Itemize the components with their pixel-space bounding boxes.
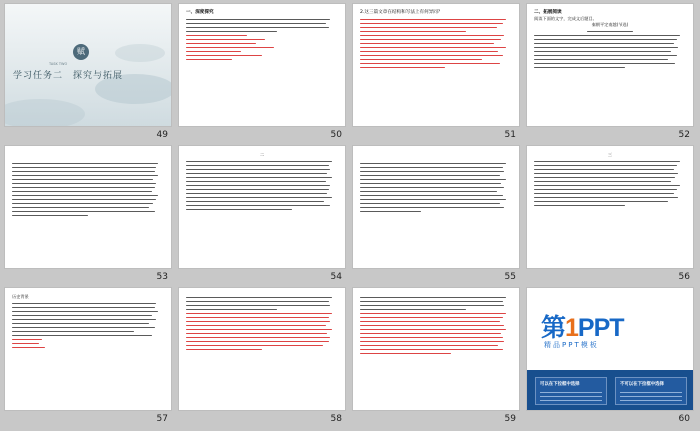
- slide-thumbnail-58[interactable]: [178, 287, 346, 427]
- slide-thumbnail-50[interactable]: [178, 3, 346, 143]
- slide-thumbnail-54[interactable]: [178, 145, 346, 285]
- slide-57-canvas: [4, 287, 172, 411]
- slide-52-subheading: 阅读下面的文字，完成文后题目。: [534, 16, 597, 21]
- slide-52-heading: 二、拓展阅读: [534, 10, 562, 15]
- slide-number-51: 51: [504, 130, 516, 140]
- slide-number-57: 57: [156, 414, 168, 424]
- slide-number-55: 55: [504, 272, 516, 282]
- slide-50-heading: 一、深度探究: [186, 10, 214, 15]
- slide-49-subtitle: TASK TWO: [49, 62, 68, 66]
- slide-52-article-title: 秦朝平定南越(节选): [591, 22, 629, 27]
- slide-60-info-box-1: 可以在下拉框中选择: [535, 377, 607, 405]
- slide-49-seal: 赋: [73, 44, 89, 60]
- slide-number-50: 50: [330, 130, 342, 140]
- slide-60-logo-caption: 精品PPT模板: [544, 341, 599, 349]
- slide-thumbnail-51[interactable]: [352, 3, 520, 143]
- slide-49-title: 学习任务二 探究与拓展: [13, 71, 124, 81]
- slide-59-canvas: [352, 287, 520, 411]
- slide-number-56: 56: [678, 272, 690, 282]
- slide-60-info-box-2: 不可以在下拉框中选择: [615, 377, 687, 405]
- slide-thumbnail-53[interactable]: [4, 145, 172, 285]
- slide-thumbnail-59[interactable]: [352, 287, 520, 427]
- slide-54-section-mark: 二: [259, 152, 265, 157]
- slide-56-canvas: [526, 145, 694, 269]
- slide-58-canvas: [178, 287, 346, 411]
- slide-number-59: 59: [504, 414, 516, 424]
- slide-thumbnail-56[interactable]: [526, 145, 694, 285]
- slide-number-54: 54: [330, 272, 342, 282]
- slide-49-canvas: [4, 3, 172, 127]
- slide-thumbnail-57[interactable]: [4, 287, 172, 427]
- slide-sorter-grid: [4, 3, 696, 429]
- slide-55-canvas: [352, 145, 520, 269]
- slide-number-53: 53: [156, 272, 168, 282]
- slide-50-canvas: [178, 3, 346, 127]
- slide-52-canvas: [526, 3, 694, 127]
- slide-51-canvas: [352, 3, 520, 127]
- slide-57-heading: 历史背景: [12, 294, 29, 299]
- slide-60-canvas: [526, 287, 694, 411]
- slide-60-logo: 第1PPT: [541, 314, 624, 342]
- slide-60-footer-bar: [527, 370, 693, 410]
- slide-number-49: 49: [156, 130, 168, 140]
- slide-number-52: 52: [678, 130, 690, 140]
- slide-54-canvas: [178, 145, 346, 269]
- slide-number-60: 60: [678, 414, 690, 424]
- slide-thumbnail-55[interactable]: [352, 145, 520, 285]
- slide-51-heading: 2.这三篇文章在结构和写法上有何异同？: [360, 10, 443, 15]
- slide-56-section-mark: 三: [607, 152, 613, 157]
- slide-number-58: 58: [330, 414, 342, 424]
- slide-thumbnail-52[interactable]: [526, 3, 694, 143]
- slide-thumbnail-49[interactable]: [4, 3, 172, 143]
- slide-53-canvas: [4, 145, 172, 269]
- slide-thumbnail-60[interactable]: [526, 287, 694, 427]
